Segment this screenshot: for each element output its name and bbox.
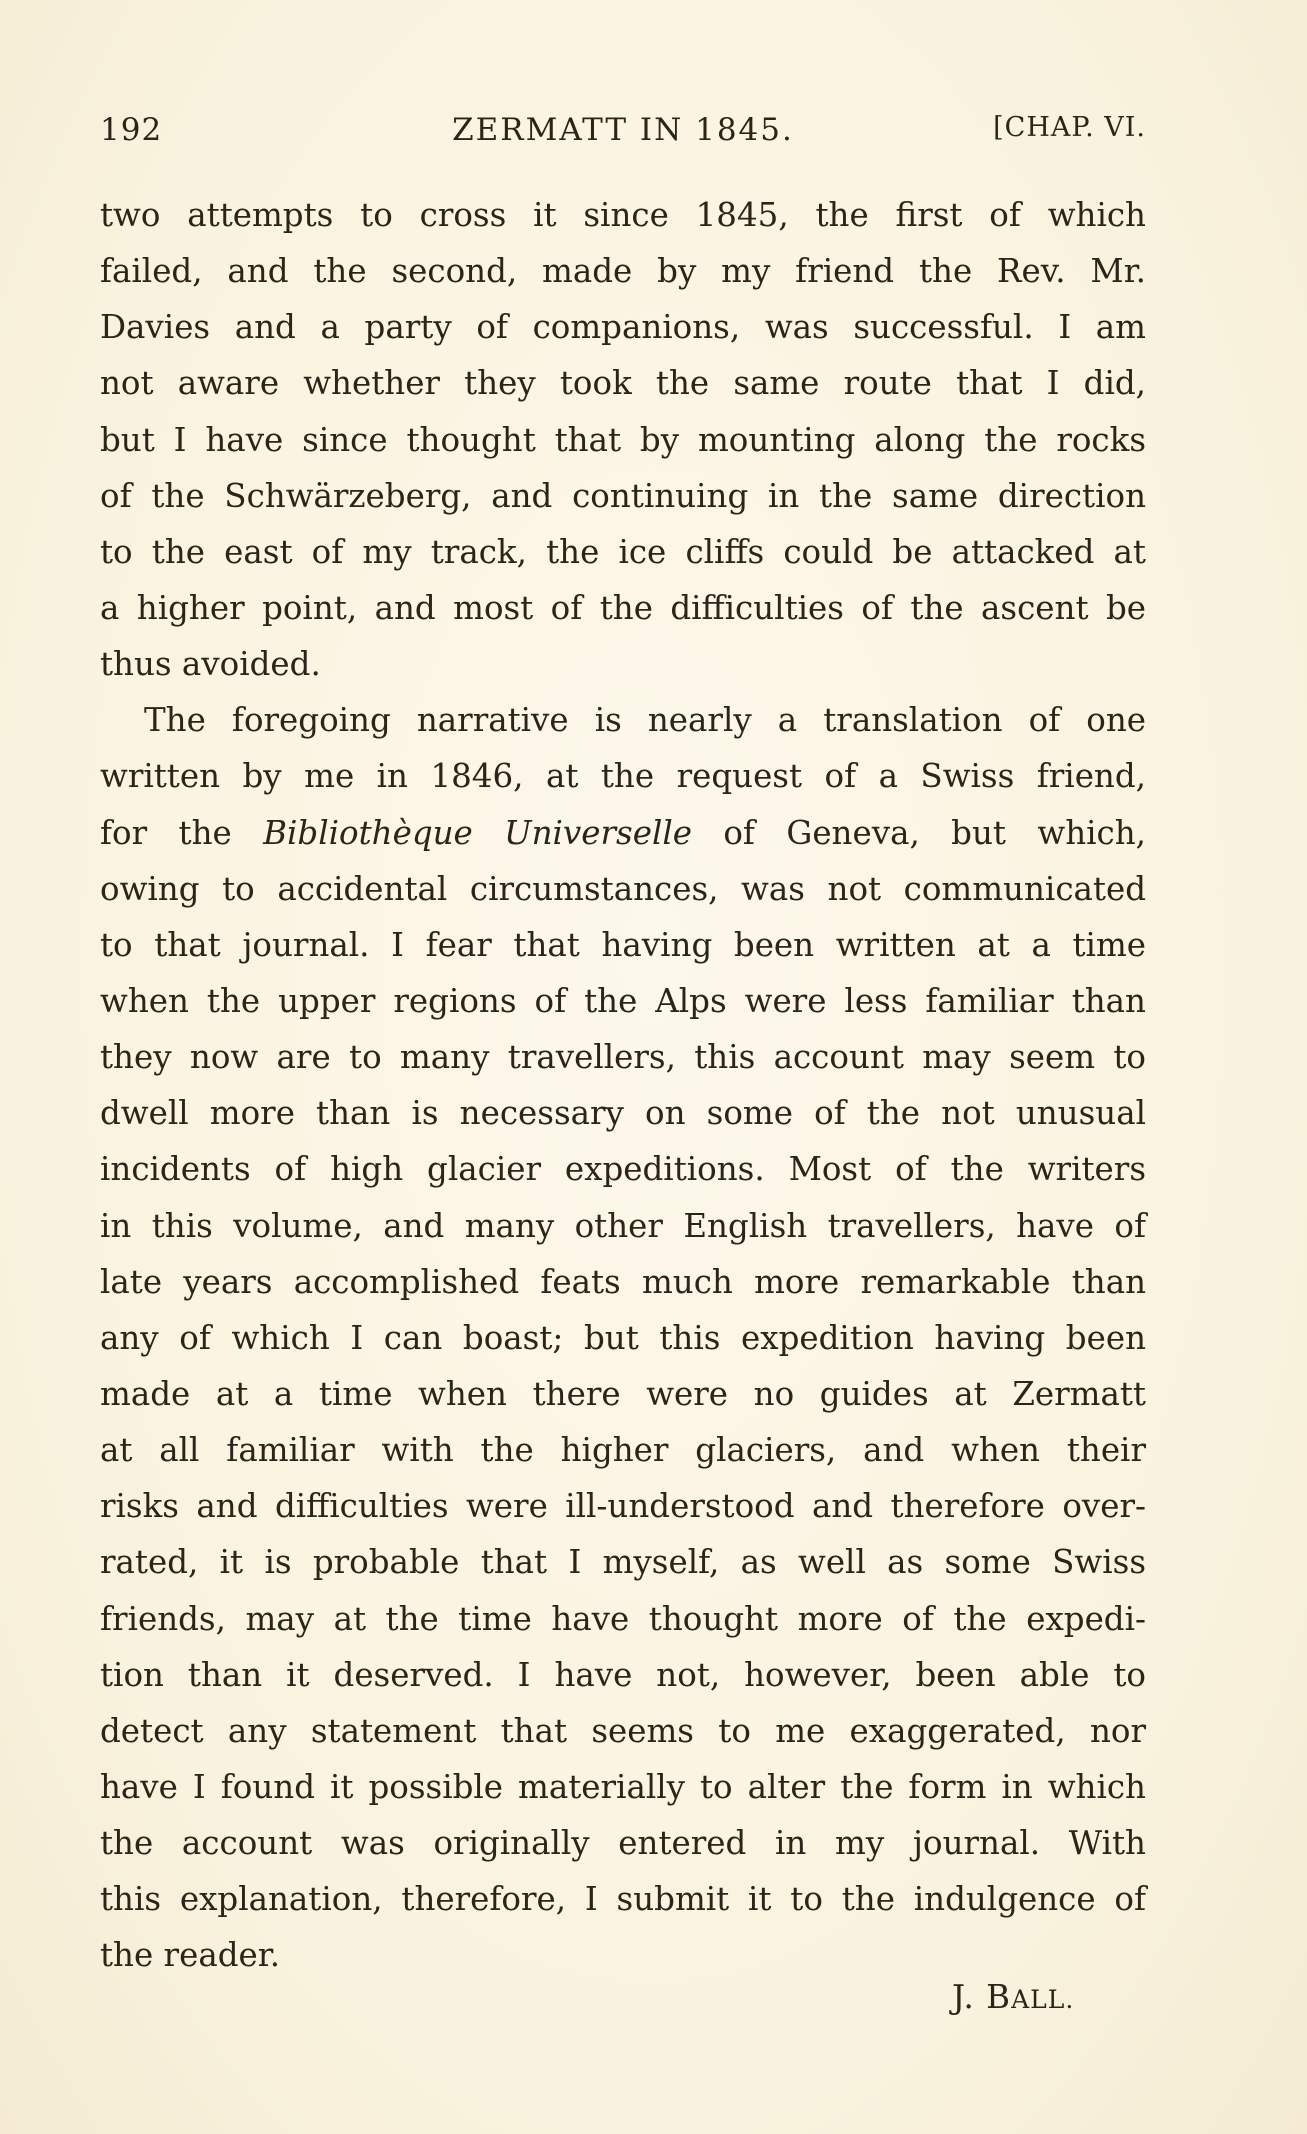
paragraph-end-line: thus avoided. <box>100 645 321 684</box>
text-line: made at a time when there were no guides at Zermatt <box>100 1374 1146 1413</box>
signature-small-caps: ALL. <box>1011 1985 1075 2014</box>
text-line: not aware whether they took the same route that I did, <box>100 364 1146 403</box>
text-line: to that journal. I fear that having been written at a time <box>100 925 1146 964</box>
page-header <box>100 112 1146 152</box>
signature-initial: J. B <box>952 1978 1012 2016</box>
text-line: detect any statement that seems to me exaggerated, nor <box>100 1711 1146 1750</box>
text-line: late years accomplished feats much more remarkable than <box>100 1262 1146 1301</box>
chapter-label: [CHAP. VI. <box>993 112 1146 143</box>
paragraph-end-line: the reader. <box>100 1936 281 1975</box>
text-line: owing to accidental circumstances, was not communicated <box>100 869 1146 908</box>
text-line: tion than it deserved. I have not, however, been able to <box>100 1655 1146 1694</box>
text-line: in this volume, and many other English travellers, have of <box>100 1206 1146 1245</box>
text-line: to the east of my track, the ice cliffs could be attacked at <box>100 532 1146 571</box>
text-line: but I have since thought that by mounting along the rocks <box>100 420 1146 459</box>
text-line: when the upper regions of the Alps were less familiar than <box>100 981 1146 1020</box>
page-number: 192 <box>100 112 163 148</box>
text-line: of the Schwärzeberg, and continuing in the same direction <box>100 476 1146 515</box>
running-title: ZERMATT IN 1845. <box>452 112 794 148</box>
text-line: any of which I can boast; but this expedition having been <box>100 1318 1146 1357</box>
paragraph-start-line: The foregoing narrative is nearly a translation of one <box>144 701 1146 740</box>
text-line: failed, and the second, made by my friend the Rev. Mr. <box>100 252 1146 291</box>
text-line: at all familiar with the higher glaciers, and when their <box>100 1431 1146 1470</box>
text-line: risks and difficulties were ill-understood and therefore over- <box>100 1487 1146 1526</box>
text-line: dwell more than is necessary on some of the not unusual <box>100 1094 1146 1133</box>
text-line: a higher point, and most of the difficulties of the ascent be <box>100 588 1146 627</box>
text-line: friends, may at the time have thought more of the expedi- <box>100 1599 1146 1638</box>
text-line: this explanation, therefore, I submit it to the indulgence of <box>100 1880 1146 1919</box>
text-line: Davies and a party of companions, was successful. I am <box>100 308 1146 347</box>
text-line: have I found it possible materially to alter the form in which <box>100 1767 1146 1806</box>
body-text <box>100 187 1146 1984</box>
text-line: the account was originally entered in my journal. With <box>100 1824 1146 1863</box>
text-line: written by me in 1846, at the request of a Swiss friend, <box>100 757 1146 796</box>
text-line: two attempts to cross it since 1845, the first of which <box>100 196 1146 234</box>
author-signature <box>952 1978 1074 2016</box>
italic-title: Bibliothèque Universelle <box>263 813 692 852</box>
text-line-with-title <box>100 805 1146 861</box>
text-fragment: of Geneva, but which, <box>691 813 1146 852</box>
text-fragment: for the <box>100 813 264 852</box>
text-line: incidents of high glacier expeditions. Most of the writers <box>100 1150 1146 1189</box>
text-line: rated, it is probable that I myself, as well as some Swiss <box>100 1543 1146 1582</box>
text-line: they now are to many travellers, this account may seem to <box>100 1038 1146 1077</box>
